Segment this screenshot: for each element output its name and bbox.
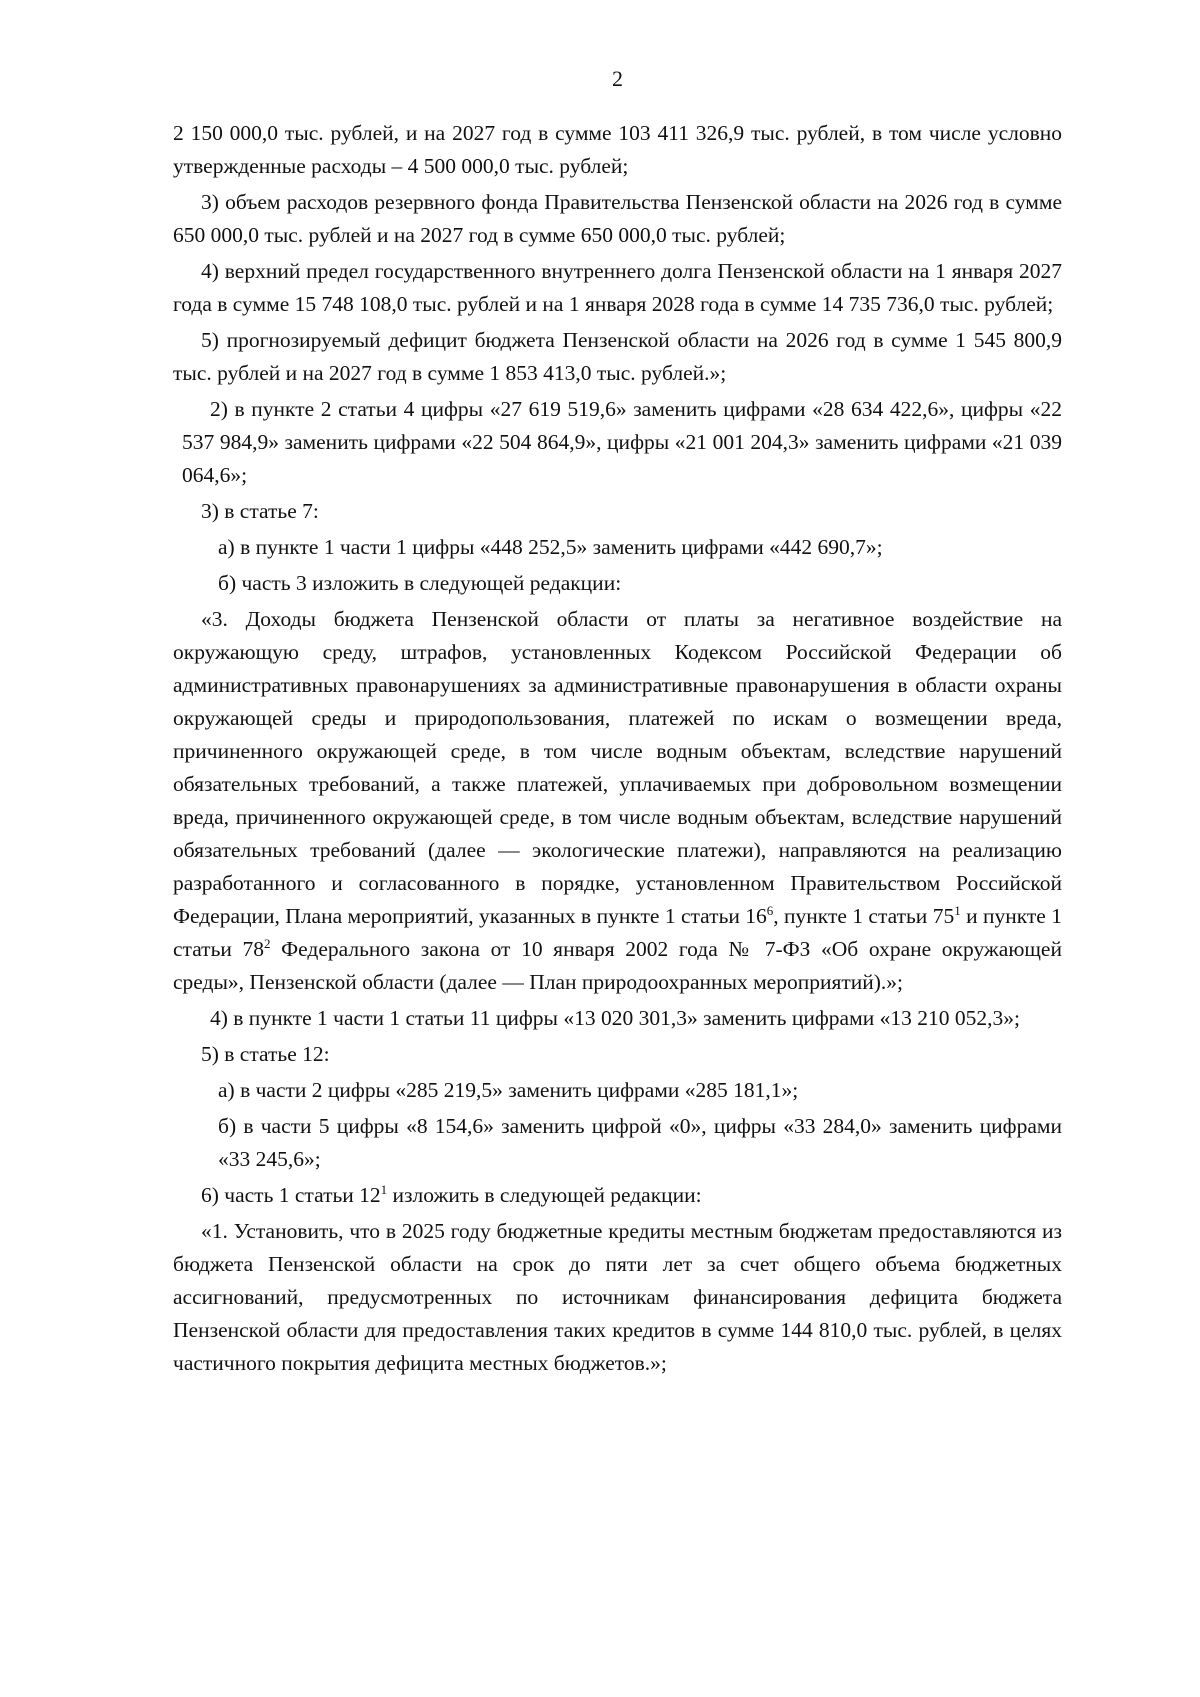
page-number: 2	[612, 66, 623, 91]
paragraph-item-5-deficit: 5) прогнозируемый дефицит бюджета Пензенской области на 2026 год в сумме 1 545 800,9 тыс. рублей и на 2027 год в сумме 1 853 413,0 тыс. рублей.»;	[173, 328, 1062, 385]
paragraph-amendment-6	[173, 1179, 1062, 1212]
paragraph-item-4-debt-limit: 4) верхний предел государственного внутреннего долга Пензенской области на 1 января 2027 года в сумме 15 748 108,0 тыс. рублей и на 1 января 2028 года в сумме 14 735 736,0 тыс. рублей;	[173, 259, 1062, 316]
paragraph-amendment-5: 5) в статье 12:	[201, 1042, 330, 1066]
paragraph-amendment-3b: б) часть 3 изложить в следующей редакции:	[218, 571, 622, 595]
text-segment: «3. Доходы бюджета Пензенской области от платы за негативное воздействие на окружающую среду, штрафов, установленных Кодексом Российской Федерации об административных правонарушениях за административные правонарушения в области охраны окружающей среды и природопользования, платежей по искам о возмещении вреда, причиненного окружающей среде, в том числе водным объектам, вследствие нарушений обязательных требований, а также платежей, уплачиваемых при добровольном возмещении вреда, причиненного окружающей среде, в том числе водным объектам, вследствие нарушений обязательных требований (далее — экологические платежи), направляются на реализацию разработанного и согласованного в порядке, установленном Правительством Российской Федерации, Плана мероприятий, указанных в пункте 1 статьи 16	[173, 607, 1062, 928]
superscript: 6	[766, 902, 774, 918]
paragraph-amendment-5b: б) в части 5 цифры «8 154,6» заменить цифрой «0», цифры «33 284,0» заменить цифрами «33 245,6»;	[218, 1114, 1062, 1171]
paragraph-budget-credits: «1. Установить, что в 2025 году бюджетные кредиты местным бюджетам предоставляются из бюджета Пензенской области на срок до пяти лет за счет общего объема бюджетных ассигнований, предусмотренных по источникам финансирования дефицита бюджета Пензенской области для предоставления таких кредитов в сумме 144 810,0 тыс. рублей, в целях частичного покрытия дефицита местных бюджетов.»;	[173, 1219, 1062, 1375]
paragraph-amendment-3a: а) в пункте 1 части 1 цифры «448 252,5» заменить цифрами «442 690,7»;	[218, 535, 883, 559]
paragraph-item-3-reserve-fund: 3) объем расходов резервного фонда Правительства Пензенской области на 2026 год в сумме 650 000,0 тыс. рублей и на 2027 год в сумме 650 000,0 тыс. рублей;	[173, 190, 1062, 247]
text-segment: , пункте 1 статьи 75	[773, 904, 955, 928]
paragraph-amendment-5a: а) в части 2 цифры «285 219,5» заменить цифрами «285 181,1»;	[218, 1078, 799, 1102]
paragraph-amendment-4: 4) в пункте 1 части 1 статьи 11 цифры «13 020 301,3» заменить цифрами «13 210 052,3»;	[210, 1006, 1020, 1030]
text-segment: и пункте 1 статьи 78	[173, 904, 1062, 961]
text-segment: 6) часть 1 статьи 12	[201, 1183, 381, 1207]
superscript: 1	[954, 902, 961, 918]
superscript: 1	[380, 1181, 388, 1197]
paragraph-environmental-payments	[173, 603, 1062, 999]
paragraph-amendment-2: 2) в пункте 2 статьи 4 цифры «27 619 519,6» заменить цифрами «28 634 422,6», цифры «22 537 984,9» заменить цифрами «22 504 864,9», цифры «21 001 204,3» заменить цифрами «21 039 064,6»;	[182, 397, 1062, 487]
paragraph-continuation: 2 150 000,0 тыс. рублей, и на 2027 год в сумме 103 411 326,9 тыс. рублей, в том числе условно утвержденные расходы – 4 500 000,0 тыс. рублей;	[173, 121, 1062, 178]
text-segment: изложить в следующей редакции:	[387, 1183, 702, 1207]
superscript: 2	[264, 935, 271, 951]
text-segment: Федерального закона от 10 января 2002 года № 7-ФЗ «Об охране окружающей среды», Пензенской области (далее — План природоохранных мероприятий).»;	[173, 937, 1062, 994]
paragraph-amendment-3: 3) в статье 7:	[201, 499, 319, 523]
